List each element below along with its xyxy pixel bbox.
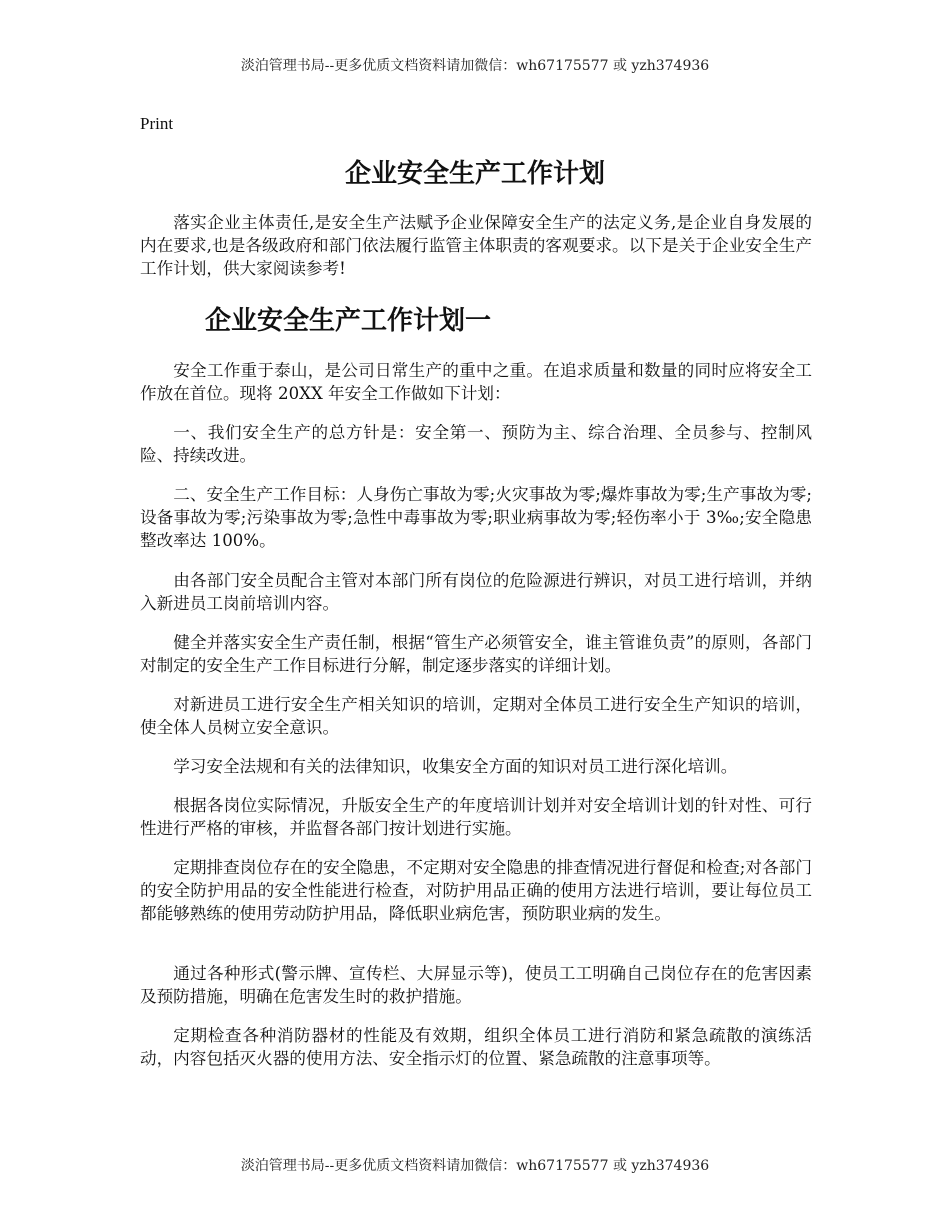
body-paragraph: 二、安全生产工作目标：人身伤亡事故为零;火灾事故为零;爆炸事故为零;生产事故为零;设备事故为零;污染事故为零;急性中毒事故为零;职业病事故为零;轻伤率小于 3‰;安全隐患整改率达 100%。 (140, 485, 812, 550)
page-footer-note: 淡泊管理书局--更多优质文档资料请加微信：wh67175577 或 yzh374936 (240, 1158, 710, 1174)
body-paragraph: 通过各种形式(警示牌、宣传栏、大屏显示等)，使员工工明确自己岗位存在的危害因素及预防措施，明确在危害发生时的救护措施。 (140, 964, 812, 1006)
page-header-note: 淡泊管理书局--更多优质文档资料请加微信：wh67175577 或 yzh374936 (240, 58, 710, 74)
body-paragraph: 由各部门安全员配合主管对本部门所有岗位的危险源进行辨识，对员工进行培训，并纳入新进员工岗前培训内容。 (140, 571, 812, 613)
body-paragraph: 定期检查各种消防器材的性能及有效期，组织全体员工进行消防和紧急疏散的演练活动，内容包括灭火器的使用方法、安全指示灯的位置、紧急疏散的注意事项等。 (140, 1026, 812, 1068)
document-title: 企业安全生产工作计划 (344, 159, 605, 189)
body-paragraph: 根据各岗位实际情况，升版安全生产的年度培训计划并对安全培训计划的针对性、可行性进行严格的审核，并监督各部门按计划进行实施。 (140, 796, 812, 838)
body-paragraph: 学习安全法规和有关的法律知识，收集安全方面的知识对员工进行深化培训。 (173, 757, 738, 776)
intro-paragraph: 落实企业主体责任,是安全生产法赋予企业保障安全生产的法定义务,是企业自身发展的内在要求,也是各级政府和部门依法履行监管主体职责的客观要求。以下是关于企业安全生产 工作计划，供大家阅读参考! (140, 213, 812, 278)
print-label: Print (140, 114, 174, 133)
body-paragraph: 对新进员工进行安全生产相关知识的培训，定期对全体员工进行安全生产知识的培训，使全体人员树立安全意识。 (140, 695, 812, 737)
body-paragraph: 一、我们安全生产的总方针是：安全第一、预防为主、综合治理、全员参与、控制风险、持续改进。 (140, 423, 812, 465)
body-paragraph: 健全并落实安全生产责任制，根据“管生产必须管安全，谁主管谁负责”的原则，各部门对制定的安全生产工作目标进行分解，制定逐步落实的详细计划。 (140, 633, 812, 675)
section-title: 企业安全生产工作计划一 (205, 306, 492, 336)
body-paragraph: 定期排查岗位存在的安全隐患，不定期对安全隐患的排查情况进行督促和检查;对各部门的安全防护用品的安全性能进行检查，对防护用品正确的使用方法进行培训，要让每位员工都能够熟练的使用劳动防护用品，降低职业病危害，预防职业病的发生。 (140, 858, 812, 923)
body-paragraph: 安全工作重于泰山，是公司日常生产的重中之重。在追求质量和数量的同时应将安全工作放在首位。现将 20XX 年安全工作做如下计划： (140, 361, 812, 403)
